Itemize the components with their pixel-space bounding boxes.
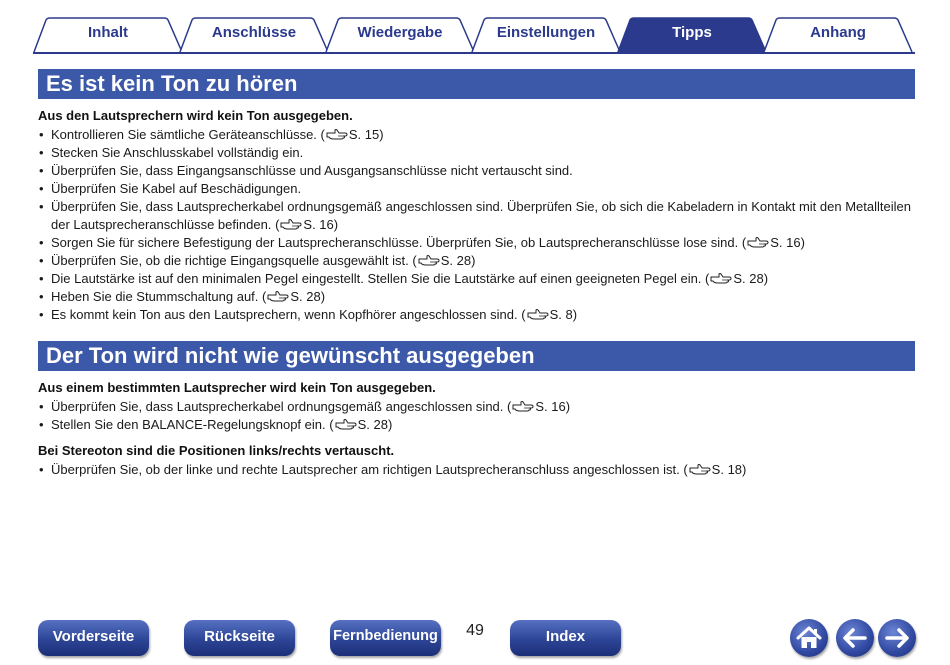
vorderseite-button[interactable]: Vorderseite (38, 620, 149, 656)
pointing-hand-icon (527, 308, 549, 320)
page-reference[interactable]: ( S. 8) (521, 307, 578, 322)
page-reference[interactable]: ( S. 16) (741, 235, 805, 250)
item-text: Überprüfen Sie, dass Eingangsanschlüsse und Ausgangsanschlüsse nicht vertauscht sind. (51, 163, 573, 178)
tab-bar (33, 17, 915, 53)
home-icon (790, 619, 828, 657)
pointing-hand-icon (335, 418, 357, 430)
page-ref-text: S. 28 (357, 417, 388, 432)
pointing-hand-icon (326, 128, 348, 140)
pointing-hand-icon (267, 290, 289, 302)
pointing-hand-icon (418, 254, 440, 266)
page-ref-text: S. 28 (290, 289, 321, 304)
page-reference[interactable]: ( S. 16) (275, 217, 339, 232)
list-item (38, 416, 913, 434)
index-button[interactable]: Index (510, 620, 621, 656)
item-text: Stellen Sie den BALANCE-Regelungsknopf ein. (51, 417, 326, 432)
page-reference[interactable]: ( S. 15) (320, 127, 384, 142)
item-text: Sorgen Sie für sichere Befestigung der Lautsprecheranschlüsse. Überprüfen Sie, ob Lautsprecheranschlüsse lose sind. (51, 235, 739, 250)
problem-heading: Bei Stereoton sind die Positionen links/rechts vertauscht. (38, 443, 395, 458)
item-text: Überprüfen Sie, ob der linke und rechte Lautsprecher am richtigen Lautsprecheranschluss angeschlossen ist. (51, 462, 680, 477)
page-ref-text: S. 15 (348, 127, 380, 142)
list-item (38, 126, 913, 144)
item-text: Die Lautstärke ist auf den minimalen Pegel eingestellt. Stellen Sie die Lautstärke auf einen geeigneten Pegel ein. (51, 271, 702, 286)
list-item (38, 270, 913, 288)
pointing-hand-icon (710, 272, 732, 284)
page-ref-text: S. 28 (440, 253, 472, 268)
list-item (38, 234, 913, 252)
tab-einstellungen[interactable] (471, 17, 621, 53)
tab-inhalt[interactable] (33, 17, 183, 53)
item-text: Überprüfen Sie Kabel auf Beschädigungen. (51, 181, 302, 196)
tab-label: Wiedergabe (357, 24, 443, 41)
list-item (38, 398, 913, 416)
tab-tipps[interactable] (617, 17, 767, 53)
page-reference[interactable]: ( S. 28) (329, 417, 393, 432)
item-text: Stecken Sie Anschlusskabel vollständig ein. (51, 145, 304, 160)
tab-anhang[interactable] (763, 17, 913, 53)
page-ref-text: S. 16 (535, 399, 566, 414)
tab-label: Anschlüsse (211, 24, 297, 41)
page-reference[interactable]: ( S. 28) (262, 289, 326, 304)
page-reference[interactable]: ( S. 16) (507, 399, 571, 414)
page-number: 49 (466, 622, 484, 639)
section-title: Der Ton wird nicht wie gewünscht ausgegeben (38, 341, 915, 371)
solution-list (38, 398, 913, 434)
page-ref-text: S. 28 (733, 271, 764, 286)
section-title: Es ist kein Ton zu hören (38, 69, 915, 99)
page-reference[interactable]: ( S. 18) (683, 462, 747, 477)
list-item (38, 144, 913, 162)
previous-page-button[interactable] (836, 619, 874, 657)
page-reference[interactable]: ( S. 28) (412, 253, 476, 268)
home-button[interactable] (790, 619, 828, 657)
item-text: Es kommt kein Ton aus den Lautsprechern, wenn Kopfhörer angeschlossen sind. (51, 307, 518, 322)
item-text: Heben Sie die Stummschaltung auf. (51, 289, 259, 304)
list-item (38, 252, 913, 270)
page-ref-text: S. 8 (549, 307, 573, 322)
tab-label: Tipps (672, 24, 712, 41)
tab-label: Einstellungen (496, 24, 596, 41)
fernbedienung-button[interactable]: Fernbedienung (330, 620, 441, 656)
tab-label: Anhang (810, 24, 866, 41)
list-item (38, 306, 913, 324)
arrow-right-icon (878, 619, 916, 657)
pointing-hand-icon (689, 463, 711, 475)
rueckseite-button[interactable]: Rückseite (184, 620, 295, 656)
page-ref-text: S. 16 (770, 235, 801, 250)
tab-anschluesse[interactable] (179, 17, 329, 53)
page-ref-text: S. 16 (303, 217, 334, 232)
list-item (38, 162, 913, 180)
list-item (38, 180, 913, 198)
tab-label: Inhalt (88, 24, 128, 41)
tab-wiedergabe[interactable] (325, 17, 475, 53)
solution-list (38, 126, 913, 324)
pointing-hand-icon (512, 400, 534, 412)
tab-underline (33, 52, 915, 54)
problem-heading: Aus den Lautsprechern wird kein Ton ausgegeben. (38, 108, 353, 123)
pointing-hand-icon (747, 236, 769, 248)
page-reference[interactable]: ( S. 28) (705, 271, 769, 286)
next-page-button[interactable] (878, 619, 916, 657)
item-text: Überprüfen Sie, dass Lautsprecherkabel ordnungsgemäß angeschlossen sind. (51, 399, 504, 414)
list-item (38, 461, 913, 479)
list-item (38, 198, 913, 234)
item-text: Überprüfen Sie, ob die richtige Eingangsquelle ausgewählt ist. (51, 253, 409, 268)
item-text: Überprüfen Sie, dass Lautsprecherkabel ordnungsgemäß angeschlossen sind. Überprüfen Sie, ob sich die Kabeladern in Kontakt mit den Metallteilen der Lautsprecheranschlüsse befinden. (51, 199, 911, 232)
problem-heading: Aus einem bestimmten Lautsprecher wird kein Ton ausgegeben. (38, 380, 436, 395)
list-item (38, 288, 913, 306)
solution-list (38, 461, 913, 479)
arrow-left-icon (836, 619, 874, 657)
item-text: Kontrollieren Sie sämtliche Geräteanschlüsse. (51, 127, 317, 142)
pointing-hand-icon (280, 218, 302, 230)
page-ref-text: S. 18 (711, 462, 743, 477)
